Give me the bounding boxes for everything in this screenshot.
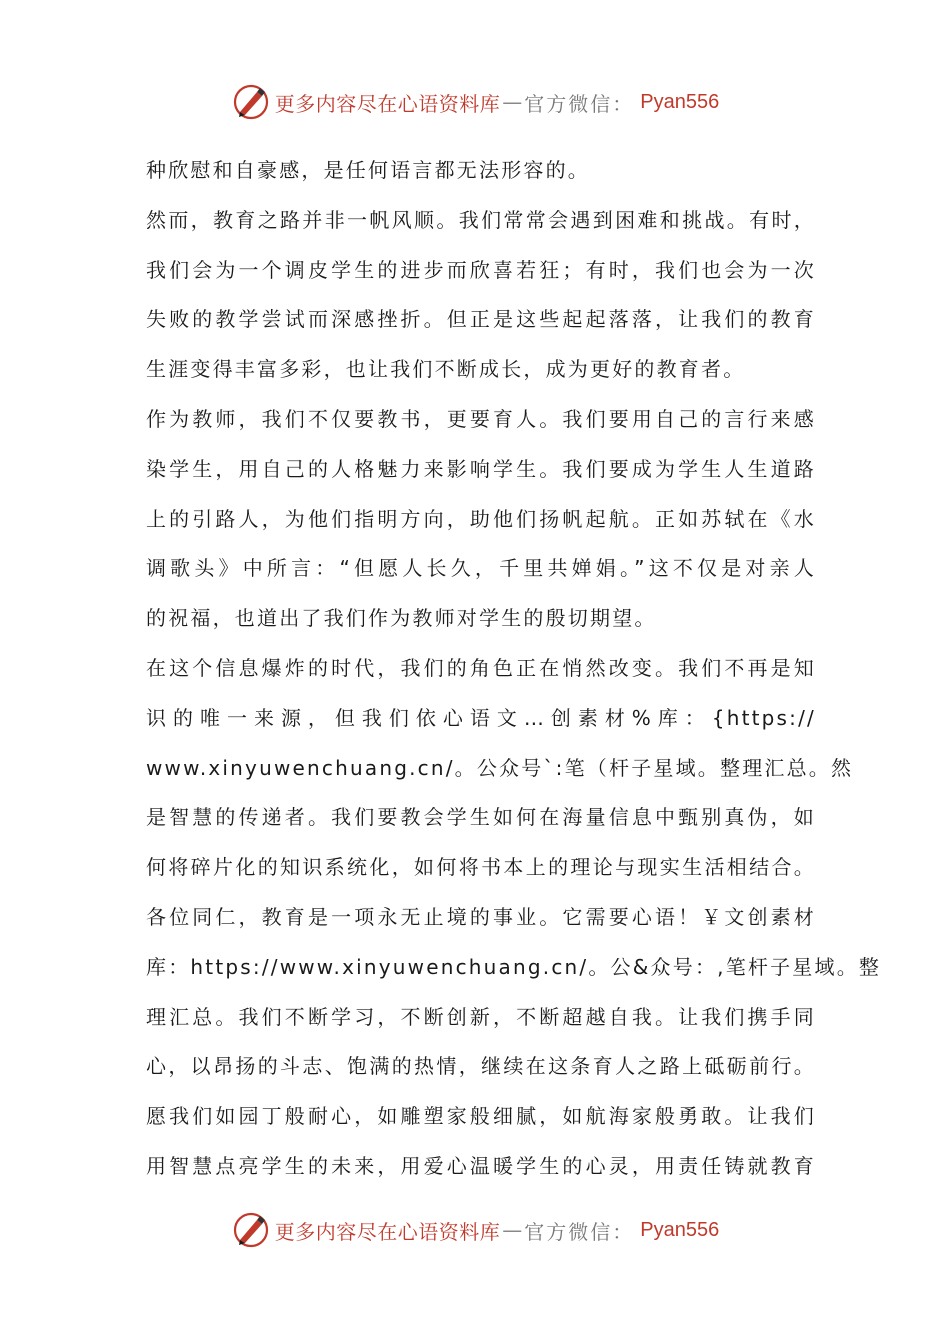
- body-line: 理汇总。我们不断学习，不断创新，不断超越自我。让我们携手同: [146, 1004, 816, 1029]
- body-line: 在这个信息爆炸的时代，我们的角色正在悄然改变。我们不再是知: [146, 655, 816, 680]
- body-line: 生涯变得丰富多彩，也让我们不断成长，成为更好的教育者。: [146, 357, 746, 382]
- body-line: 调歌头》中所言：“但愿人长久，千里共婵娟。”这不仅是对亲人: [146, 556, 816, 581]
- body-line: 用智慧点亮学生的未来，用爱心温暖学生的心灵，用责任铸就教育: [146, 1153, 816, 1178]
- header-wechat-label: 官方微信：: [524, 91, 635, 116]
- body-line: 的祝福，也道出了我们作为教师对学生的殷切期望。: [146, 606, 657, 631]
- body-line: 何将碎片化的知识系统化，如何将书本上的理论与现实生活相结合。: [146, 855, 816, 880]
- footer-dash: —: [502, 1218, 523, 1242]
- footer-site-text: 更多内容尽在心语资料库: [274, 1219, 501, 1244]
- body-line: www.xinyuwenchuang.cn/。公众号`:笔（杆子星域。整理汇总。然: [146, 755, 854, 780]
- body-line: 上的引路人，为他们指明方向，助他们扬帆起航。正如苏轼在《水: [146, 506, 816, 531]
- header-site-text: 更多内容尽在心语资料库: [274, 91, 501, 116]
- pen-logo-icon: [231, 82, 271, 122]
- body-line: 我们会为一个调皮学生的进步而欣喜若狂；有时，我们也会为一次: [146, 257, 816, 282]
- header-wechat-id: Pyan556: [640, 90, 720, 113]
- body-line: 然而，教育之路并非一帆风顺。我们常常会遇到困难和挑战。有时，: [146, 207, 816, 232]
- header-dash: —: [502, 90, 523, 114]
- body-line: 识的唯一来源，但我们依心语文…创素材%库：{https://: [146, 705, 816, 730]
- body-line: 失败的教学尝试而深感挫折。但正是这些起起落落，让我们的教育: [146, 307, 816, 332]
- body-line: 愿我们如园丁般耐心，如雕塑家般细腻，如航海家般勇敢。让我们: [146, 1104, 816, 1129]
- body-line: 心，以昂扬的斗志、饱满的热情，继续在这条育人之路上砥砺前行。: [146, 1054, 816, 1079]
- body-line: 作为教师，我们不仅要教书，更要育人。我们要用自己的言行来感: [146, 406, 816, 431]
- body-line: 各位同仁，教育是一项永无止境的事业。它需要心语！￥文创素材: [146, 904, 816, 929]
- footer-wechat-id: Pyan556: [640, 1218, 720, 1241]
- pen-logo-icon: [231, 1210, 271, 1250]
- footer-wechat-label: 官方微信：: [524, 1219, 635, 1244]
- document-body: [146, 150, 882, 1196]
- body-line: 染学生，用自己的人格魅力来影响学生。我们要成为学生人生道路: [146, 456, 816, 481]
- footer-banner: [0, 1208, 950, 1252]
- body-line: 种欣慰和自豪感，是任何语言都无法形容的。: [146, 158, 590, 182]
- body-line: 是智慧的传递者。我们要教会学生如何在海量信息中甄别真伪，如: [146, 805, 816, 830]
- header-banner: [0, 80, 950, 124]
- body-line: 库：https://www.xinyuwenchuang.cn/。公&众号：,笔杆子星域。整: [146, 954, 882, 979]
